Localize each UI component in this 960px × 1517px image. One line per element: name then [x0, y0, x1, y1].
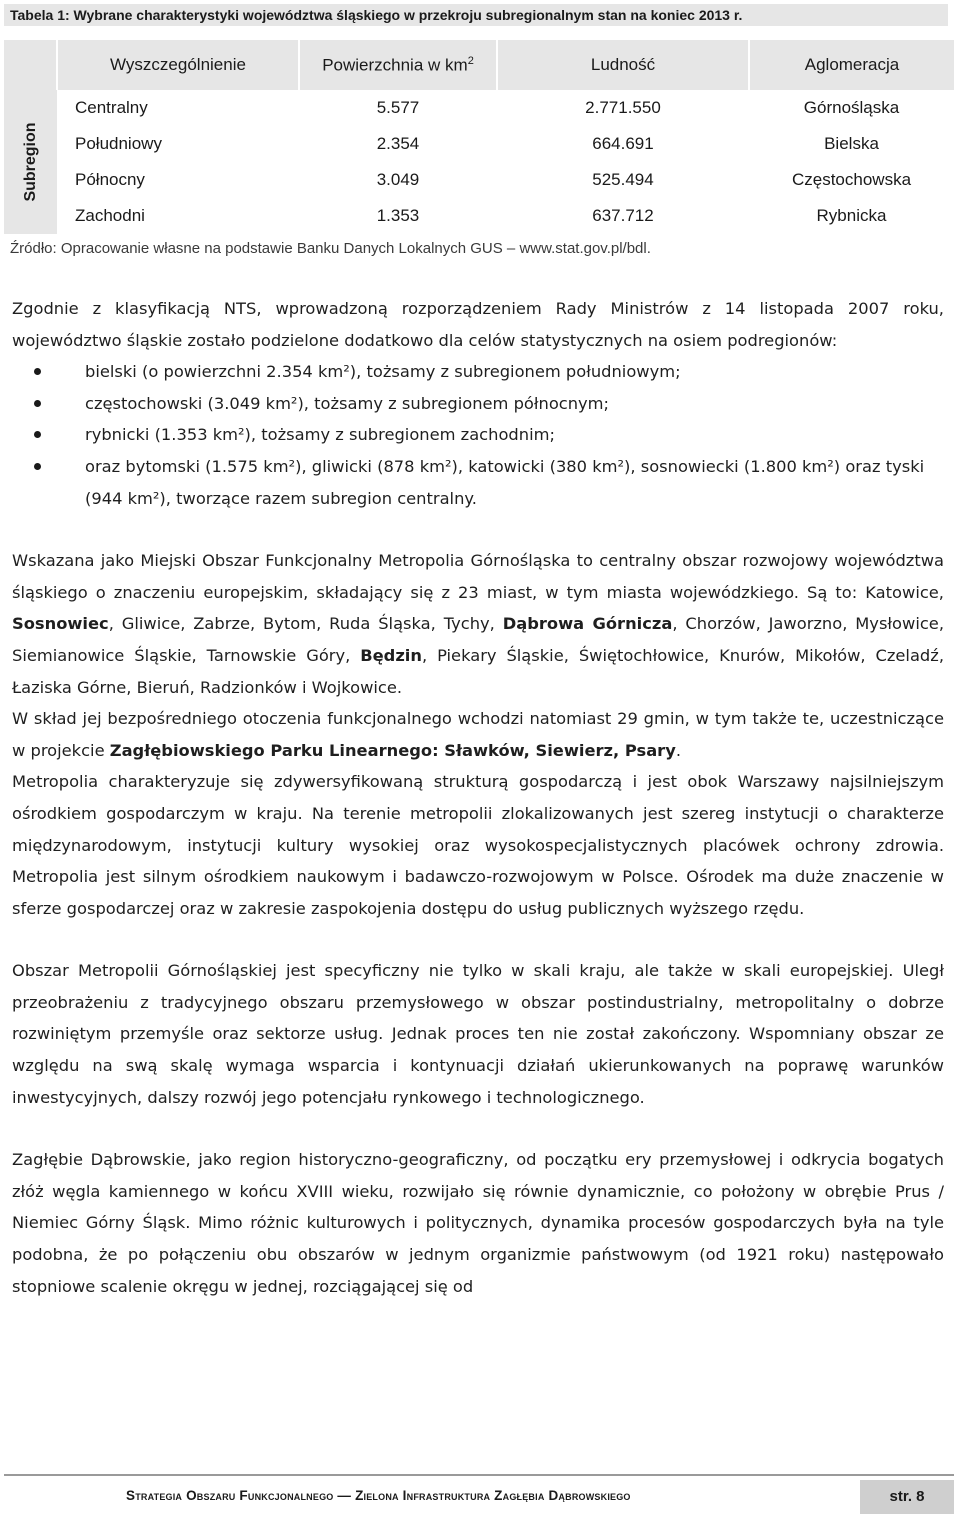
row-population: 525.494 [592, 170, 654, 189]
paragraph-gospodarka: Metropolia charakteryzuje się zdywersyfikowaną strukturą gospodarczą i jest obok Warszawy najsilniejszym ośrodkiem gospodarczym w kraju. Na terenie metropolii zlokalizowanych jest szereg instytucji o charakterze międzynarodowym, instytucji kultury wysokiej oraz wysokospecjalistycznych placówek ochrony zdrowia. Metropolia jest silnym ośrodkiem naukowym i badawczo-rozwojowym w Polsce. Ośrodek ma duże znaczenie w sferze gospodarczej oraz w zakresie zaspokojenia dostępu do usług publicznych wyższego rzędu. [12, 772, 944, 918]
p2-bold-sosnowiec: Sosnowiec [12, 614, 109, 634]
footer-title: Strategia Obszaru Funkcjonalnego — Zielona Infrastruktura Zagłębia Dąbrowskiego [126, 1488, 631, 1503]
table-row [4, 126, 954, 162]
list-item: rybnicki (1.353 km²), tożsamy z subregionem zachodnim; [12, 419, 944, 451]
row-agglomeration: Częstochowska [791, 170, 912, 189]
list-item: bielski (o powierzchni 2.354 km²), tożsamy z subregionem południowym; [12, 356, 944, 388]
row-population: 637.712 [592, 206, 654, 225]
header-name-label: Wyszczególnienie [110, 55, 246, 74]
row-area: 5.577 [376, 98, 420, 117]
table-header-row [4, 40, 954, 90]
header-area-superscript: 2 [467, 54, 474, 67]
header-agglomeration [749, 40, 954, 90]
row-area: 1.353 [376, 206, 420, 225]
paragraph-obszar: Obszar Metropolii Górnośląskiej jest specyficzny nie tylko w skali kraju, ale także w skali europejskiej. Uległ przeobrażeniu z tradycyjnego obszaru przemysłowego w obszar postindustrialny, metropolitalny o dobrze rozwiniętym przemyśle oraz sektorze usług. Jednak proces ten nie został zakończony. Wspomniany obszar ze względu na swą skalę wymaga wsparcia i kontynuacji działań ukierunkowanych na poprawę warunków inwestycyjnych, dalszy rozwój jego potencjału rynkowego i technologicznego. [12, 961, 944, 1107]
p2-text-d: , Chorzów, Jaworzno, Mysłowice, Siemianowice Śląskie, Tarnowskie Góry, [12, 614, 944, 665]
p2-bold-dabrowa: Dąbrowa Górnicza [502, 614, 673, 634]
paragraph-metropolia [12, 545, 944, 703]
p2-text-a: Wskazana jako Miejski Obszar Funkcjonalny Metropolia Górnośląska to centralny obszar rozwojowy województwa śląskiego o znaczeniu europejskim, składający się z 23 miast, w tym miasta wojewódzkiego. Są to: Katowice, [12, 551, 944, 602]
table-row [4, 162, 954, 198]
row-agglomeration: Bielska [824, 134, 879, 153]
subregion-list [12, 356, 944, 514]
row-population: 2.771.550 [585, 98, 661, 117]
table-caption: Tabela 1: Wybrane charakterystyki województwa śląskiego w przekroju subregionalnym stan na koniec 2013 r. [4, 4, 948, 26]
row-name: Zachodni [75, 206, 145, 225]
p2-text-e: , Piekary Śląskie, Świętochłowice, Knurów, Mikołów, Czeladź, Łaziska Górne, Bieruń, Radzionków i Wojkowice. [12, 645, 944, 697]
row-name: Centralny [75, 98, 148, 117]
p2-bold-bedzin: Będzin [360, 645, 422, 665]
paragraph-otoczenie [12, 703, 944, 766]
table-corner-cell [4, 40, 57, 90]
table-row [4, 90, 954, 126]
row-population: 664.691 [592, 134, 654, 153]
subregion-side-label: Subregion [21, 122, 39, 202]
p3-text-a: W skład jej bezpośredniego otoczenia funkcjonalnego wchodzi natomiast 29 gmin, w tym także te, uczestniczące w projekcie [12, 709, 944, 760]
footer-divider [4, 1474, 954, 1476]
header-agglomeration-label: Aglomeracja [804, 55, 900, 74]
row-agglomeration: Rybnicka [816, 206, 887, 225]
list-item: częstochowski (3.049 km²), tożsamy z subregionem północnym; [12, 388, 944, 420]
subregion-table [4, 40, 954, 234]
row-name: Południowy [75, 134, 162, 153]
header-population [497, 40, 749, 90]
paragraph-zaglebie: Zagłębie Dąbrowskie, jako region historyczno-geograficzny, od początku ery przemysłowej i odkrycia bogatych złóż węgla kamiennego w końcu XVIII wieku, rozwijało się równie dynamicznie, co położony w obrębie Prus / Niemiec Górny Śląsk. Mimo różnic kulturowych i politycznych, dynamika procesów gospodarczych była na tyle podobna, że po połączeniu obu obszarów w jednym organizmie państwowym (od 1921 roku) następowało stopniowe scalenie okręgu w jednej, rozciągającej się od [12, 1150, 944, 1296]
header-name [57, 40, 299, 90]
row-name: Północny [75, 170, 145, 189]
page-number: str. 8 [860, 1480, 954, 1514]
list-item: oraz bytomski (1.575 km²), gliwicki (878 km²), katowicki (380 km²), sosnowiecki (1.800 km²) oraz tyski (944 km²), tworzące razem subregion centralny. [12, 451, 944, 514]
subregion-side-cell [4, 90, 57, 234]
header-area-label: Powierzchnia w km [322, 55, 468, 75]
header-population-label: Ludność [590, 55, 656, 74]
p3-bold-park: Zagłębiowskiego Parku Linearnego: Sławków, Siewierz, Psary [109, 740, 676, 760]
body-text [12, 293, 944, 1302]
row-area: 2.354 [376, 134, 420, 153]
header-area [299, 40, 497, 90]
row-agglomeration: Górnośląska [803, 98, 900, 117]
paragraph-nts: Zgodnie z klasyfikacją NTS, wprowadzoną rozporządzeniem Rady Ministrów z 14 listopada 2007 roku, województwo śląskie zostało podzielone dodatkowo dla celów statystycznych na osiem podregionów: [12, 299, 944, 350]
table-row [4, 198, 954, 234]
p2-text-c: , Gliwice, Zabrze, Bytom, Ruda Śląska, Tychy, [108, 614, 503, 634]
table-source-note: Źródło: Opracowanie własne na podstawie Banku Danych Lokalnych GUS – www.stat.gov.pl/bdl. [10, 240, 651, 257]
p3-text-c: . [675, 740, 682, 760]
row-area: 3.049 [376, 170, 420, 189]
